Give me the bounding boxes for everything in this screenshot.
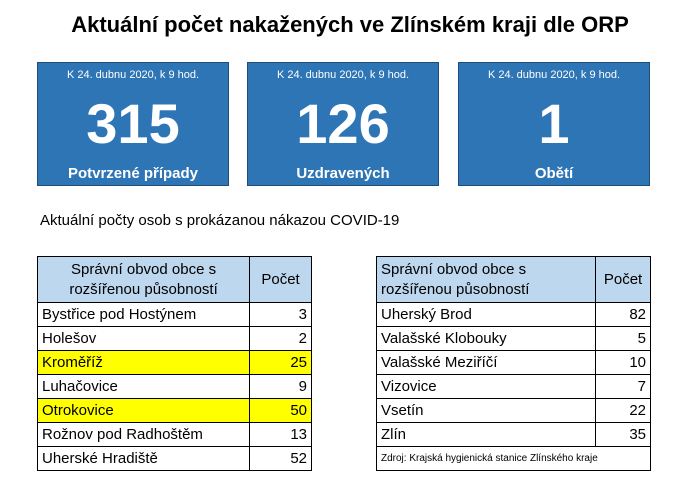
- column-header-name: Správní obvod obce s rozšířenou působností: [38, 257, 250, 303]
- orp-name-cell: Holešov: [38, 327, 250, 351]
- orp-name-cell: Vsetín: [377, 399, 596, 423]
- orp-name-cell: Valašské Klobouky: [377, 327, 596, 351]
- card-label: Potvrzené případy: [67, 165, 199, 182]
- table-row: [38, 351, 312, 375]
- page-title: Aktuální počet nakažených ve Zlínském kraji dle ORP: [71, 12, 629, 37]
- table-row: [38, 327, 312, 351]
- table-row: [38, 399, 312, 423]
- orp-name-cell: Zlín: [377, 423, 596, 447]
- count-cell: 13: [250, 423, 312, 447]
- card-label: Obětí: [534, 165, 574, 182]
- source-row: [377, 447, 651, 471]
- table-row: [377, 327, 651, 351]
- card-date: K 24. dubnu 2020, k 9 hod.: [487, 69, 621, 81]
- table-row: [38, 375, 312, 399]
- table-row: [377, 399, 651, 423]
- count-cell: 50: [250, 399, 312, 423]
- card-label: Uzdravených: [296, 165, 390, 182]
- count-cell: 82: [596, 303, 651, 327]
- confirmed-cases-card: [37, 62, 229, 186]
- table-row: [377, 303, 651, 327]
- orp-name-cell: Valašské Meziříčí: [377, 351, 596, 375]
- card-number: 315: [86, 92, 180, 155]
- source-note: Zdroj: Krajská hygienická stanice Zlínského kraje: [377, 447, 651, 471]
- orp-name-cell: Bystřice pod Hostýnem: [38, 303, 250, 327]
- card-number: 126: [296, 92, 390, 155]
- orp-table-right: [376, 256, 651, 471]
- table-row: [38, 447, 312, 471]
- table-row: [377, 351, 651, 375]
- recovered-card: [247, 62, 439, 186]
- table-row: [38, 423, 312, 447]
- table-row: [38, 303, 312, 327]
- count-cell: 7: [596, 375, 651, 399]
- orp-name-cell: Luhačovice: [38, 375, 250, 399]
- table-row: [377, 423, 651, 447]
- orp-name-cell: Kroměříž: [38, 351, 250, 375]
- column-header-count: Počet: [250, 257, 312, 303]
- card-date: K 24. dubnu 2020, k 9 hod.: [66, 69, 200, 81]
- card-number: 1: [538, 92, 570, 155]
- count-cell: 22: [596, 399, 651, 423]
- count-cell: 10: [596, 351, 651, 375]
- count-cell: 5: [596, 327, 651, 351]
- count-cell: 25: [250, 351, 312, 375]
- deaths-card: [458, 62, 650, 186]
- orp-name-cell: Otrokovice: [38, 399, 250, 423]
- count-cell: 2: [250, 327, 312, 351]
- orp-name-cell: Uherské Hradiště: [38, 447, 250, 471]
- column-header-name: Správní obvod obce s rozšířenou působností: [377, 257, 596, 303]
- card-date: K 24. dubnu 2020, k 9 hod.: [276, 69, 410, 81]
- count-cell: 3: [250, 303, 312, 327]
- orp-table-left: [37, 256, 312, 471]
- count-cell: 35: [596, 423, 651, 447]
- count-cell: 9: [250, 375, 312, 399]
- table-row: [377, 375, 651, 399]
- column-header-count: Počet: [596, 257, 651, 303]
- orp-name-cell: Rožnov pod Radhoštěm: [38, 423, 250, 447]
- orp-name-cell: Vizovice: [377, 375, 596, 399]
- orp-name-cell: Uherský Brod: [377, 303, 596, 327]
- count-cell: 52: [250, 447, 312, 471]
- section-subtitle: Aktuální počty osob s prokázanou nákazou COVID-19: [40, 212, 400, 229]
